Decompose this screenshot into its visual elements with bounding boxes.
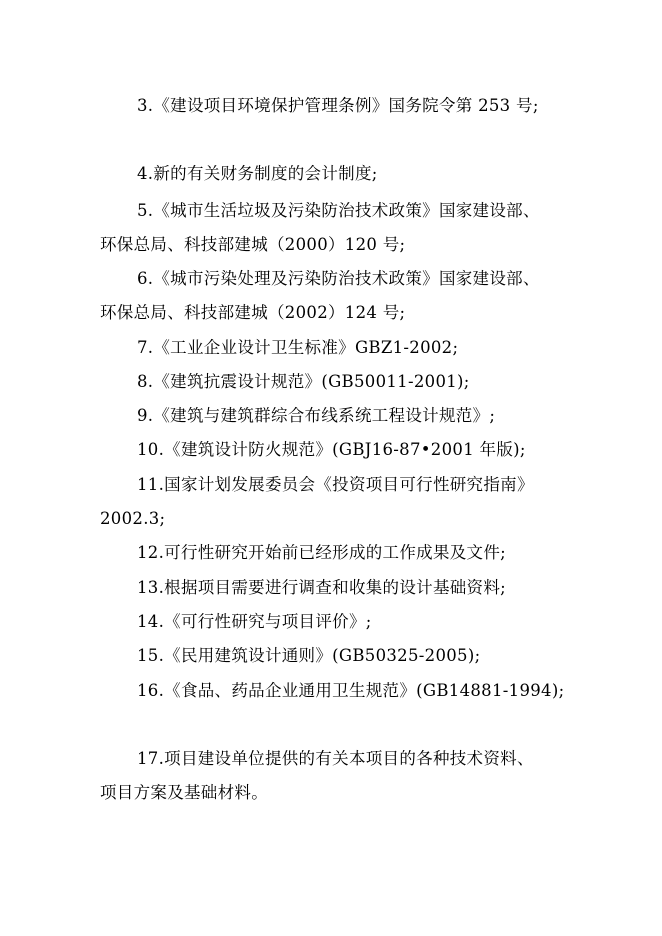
- reference-item-17: 17.项目建设单位提供的有关本项目的各种技术资料、: [137, 749, 534, 768]
- reference-item-12: 12.可行性研究开始前已经形成的工作成果及文件;: [137, 543, 506, 562]
- reference-item-3: 3.《建设项目环境保护管理条例》国务院令第 253 号;: [137, 96, 539, 115]
- reference-item-16: 16.《食品、药品企业通用卫生规范》(GB14881-1994);: [137, 681, 565, 700]
- reference-item-15: 15.《民用建筑设计通则》(GB50325-2005);: [137, 646, 481, 665]
- reference-item-9: 9.《建筑与建筑群综合布线系统工程设计规范》;: [137, 406, 496, 425]
- reference-item-4: 4.新的有关财务制度的会计制度;: [137, 164, 378, 183]
- reference-item-8: 8.《建筑抗震设计规范》(GB50011-2001);: [137, 372, 470, 391]
- reference-item-6: 6.《城市污染处理及污染防治技术政策》国家建设部、: [137, 269, 540, 288]
- reference-item-14: 14.《可行性研究与项目评价》;: [137, 612, 372, 631]
- reference-item-6-cont: 环保总局、科技部建城（2002）124 号;: [100, 303, 406, 322]
- reference-item-5-cont: 环保总局、科技部建城（2000）120 号;: [100, 235, 406, 254]
- reference-item-11-cont: 2002.3;: [100, 509, 166, 528]
- reference-item-7: 7.《工业企业设计卫生标准》GBZ1-2002;: [137, 338, 459, 357]
- reference-item-13: 13.根据项目需要进行调查和收集的设计基础资料;: [137, 578, 506, 597]
- reference-item-11: 11.国家计划发展委员会《投资项目可行性研究指南》: [137, 475, 534, 494]
- reference-item-10: 10.《建筑设计防火规范》(GBJ16-87•2001 年版);: [137, 440, 526, 459]
- reference-item-5: 5.《城市生活垃圾及污染防治技术政策》国家建设部、: [137, 201, 540, 220]
- reference-item-17-cont: 项目方案及基础材料。: [100, 783, 268, 802]
